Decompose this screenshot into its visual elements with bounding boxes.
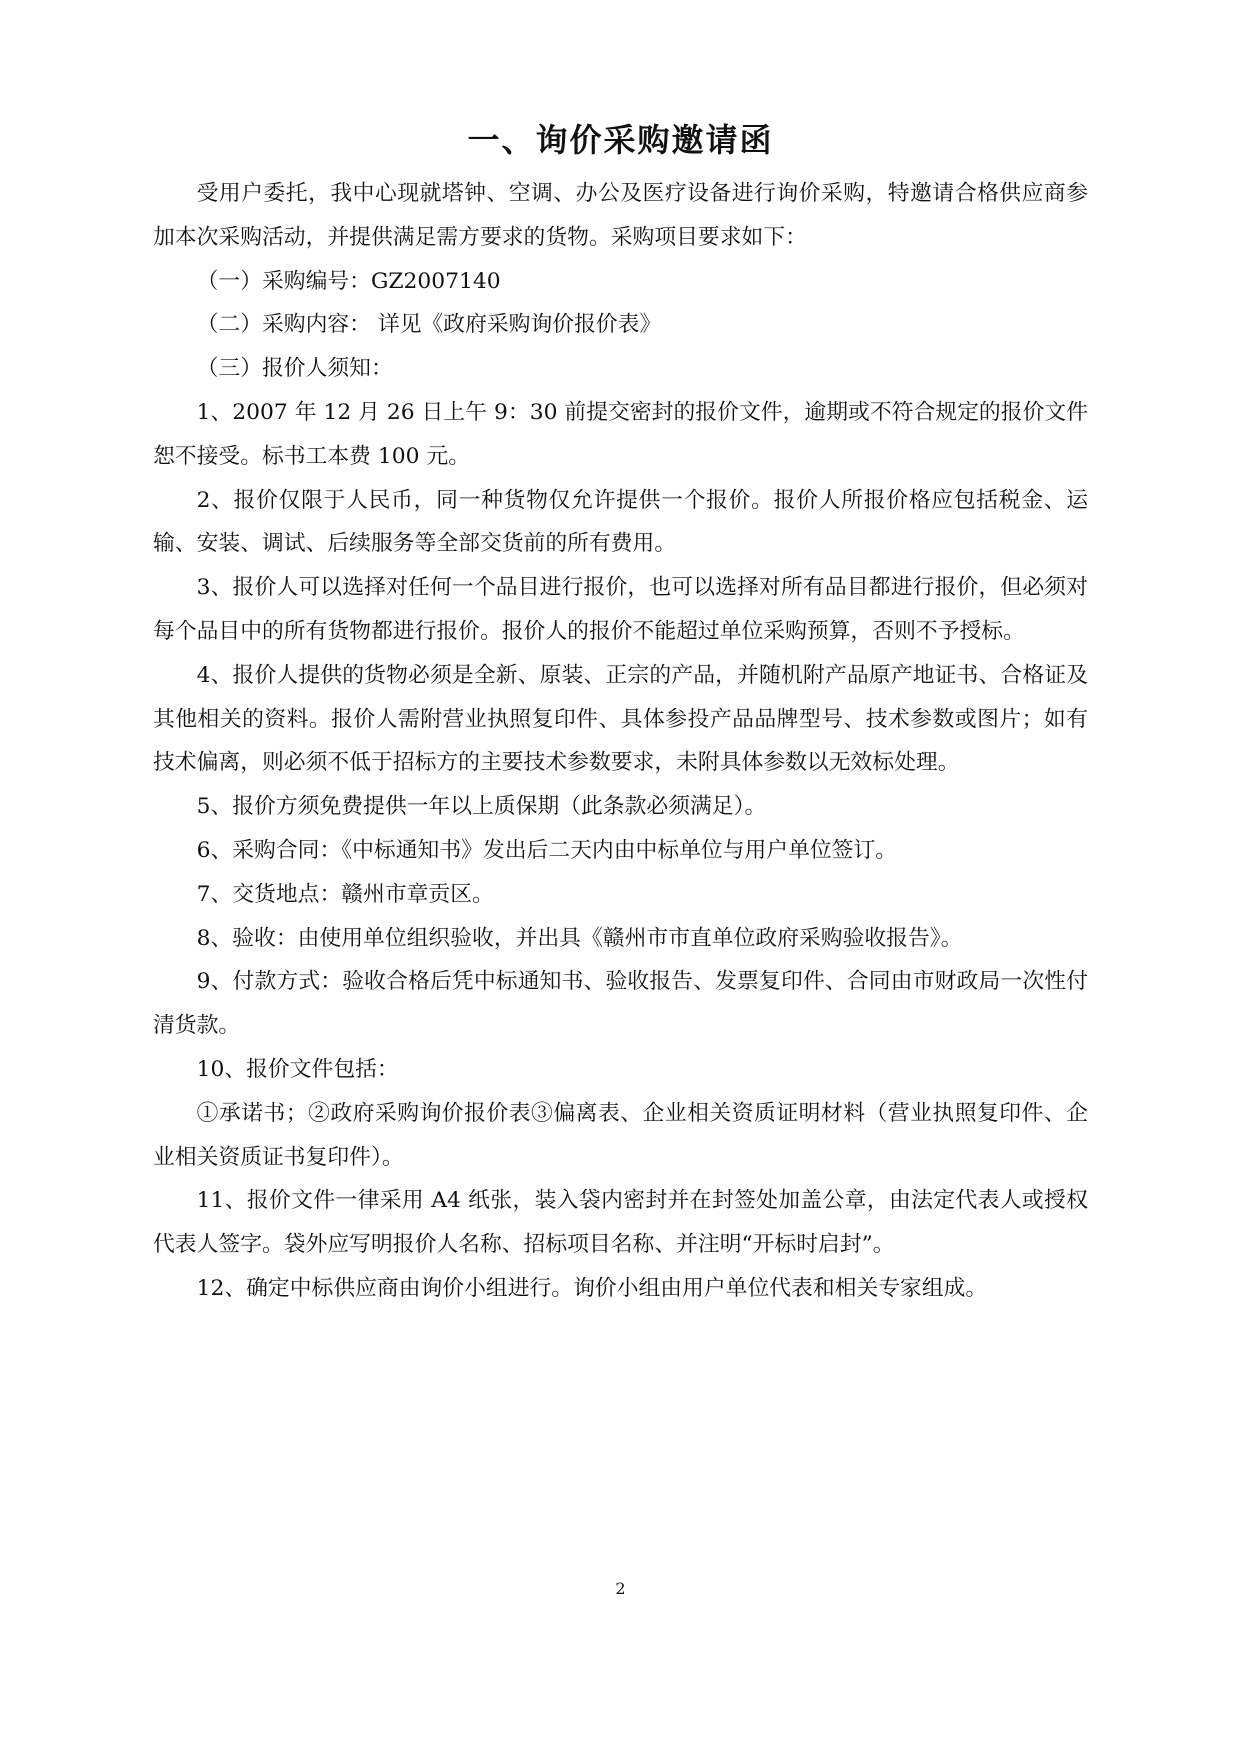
paragraph-item-1: 1、2007 年 12 月 26 日上午 9：30 前提交密封的报价文件，逾期或不符合规定的报价文件恕不接受。标书工本费 100 元。 bbox=[153, 399, 1088, 469]
paragraph-item-7: 7、交货地点：赣州市章贡区。 bbox=[196, 881, 494, 907]
document-body bbox=[153, 172, 1088, 1311]
paragraph-item-5: 5、报价方须免费提供一年以上质保期（此条款必须满足）。 bbox=[196, 794, 767, 820]
paragraph-item-8: 8、验收：由使用单位组织验收，并出具《赣州市市直单位政府采购验收报告》。 bbox=[196, 925, 963, 951]
paragraph-intro: 受用户委托，我中心现就塔钟、空调、办公及医疗设备进行询价采购，特邀请合格供应商参加本次采购活动，并提供满足需方要求的货物。采购项目要求如下： bbox=[153, 181, 1088, 250]
paragraph-item-12: 12、确定中标供应商由询价小组进行。询价小组由用户单位代表和相关专家组成。 bbox=[196, 1275, 988, 1301]
page-number: 2 bbox=[615, 1579, 626, 1598]
paragraph-item-6: 6、采购合同：《中标通知书》发出后二天内由中标单位与用户单位签订。 bbox=[196, 837, 898, 863]
paragraph-item-10-list: ①承诺书；②政府采购询价报价表③偏离表、企业相关资质证明材料（营业执照复印件、企业相关资质证书复印件）。 bbox=[153, 1100, 1088, 1170]
paragraph-item-4: 4、报价人提供的货物必须是全新、原装、正宗的产品，并随机附产品原产地证书、合格证及其他相关的资料。报价人需附营业执照复印件、具体参投产品品牌型号、技术参数或图片；如有技术偏离，则必须不低于招标方的主要技术参数要求，未附具体参数以无效标处理。 bbox=[153, 662, 1088, 776]
paragraph-item-10: 10、报价文件包括： bbox=[196, 1056, 399, 1082]
paragraph-procurement-content: （二）采购内容： 详见《政府采购询价报价表》 bbox=[196, 312, 662, 338]
paragraph-bidder-notice-heading: （三）报价人须知： bbox=[196, 356, 393, 382]
paragraph-item-11: 11、报价文件一律采用 A4 纸张，装入袋内密封并在封签处加盖公章，由法定代表人或授权代表人签字。袋外应写明报价人名称、招标项目名称、并注明“开标时启封”。 bbox=[153, 1188, 1088, 1258]
paragraph-procurement-number: （一）采购编号：GZ2007140 bbox=[196, 268, 501, 294]
page-title: 一、询价采购邀请函 bbox=[467, 121, 774, 159]
paragraph-item-9: 9、付款方式：验收合格后凭中标通知书、验收报告、发票复印件、合同由市财政局一次性付清货款。 bbox=[153, 969, 1088, 1039]
paragraph-item-3: 3、报价人可以选择对任何一个品目进行报价，也可以选择对所有品目都进行报价，但必须对每个品目中的所有货物都进行报价。报价人的报价不能超过单位采购预算，否则不予授标。 bbox=[153, 575, 1088, 644]
paragraph-item-2: 2、报价仅限于人民币，同一种货物仅允许提供一个报价。报价人所报价格应包括税金、运输、安装、调试、后续服务等全部交货前的所有费用。 bbox=[153, 487, 1088, 557]
